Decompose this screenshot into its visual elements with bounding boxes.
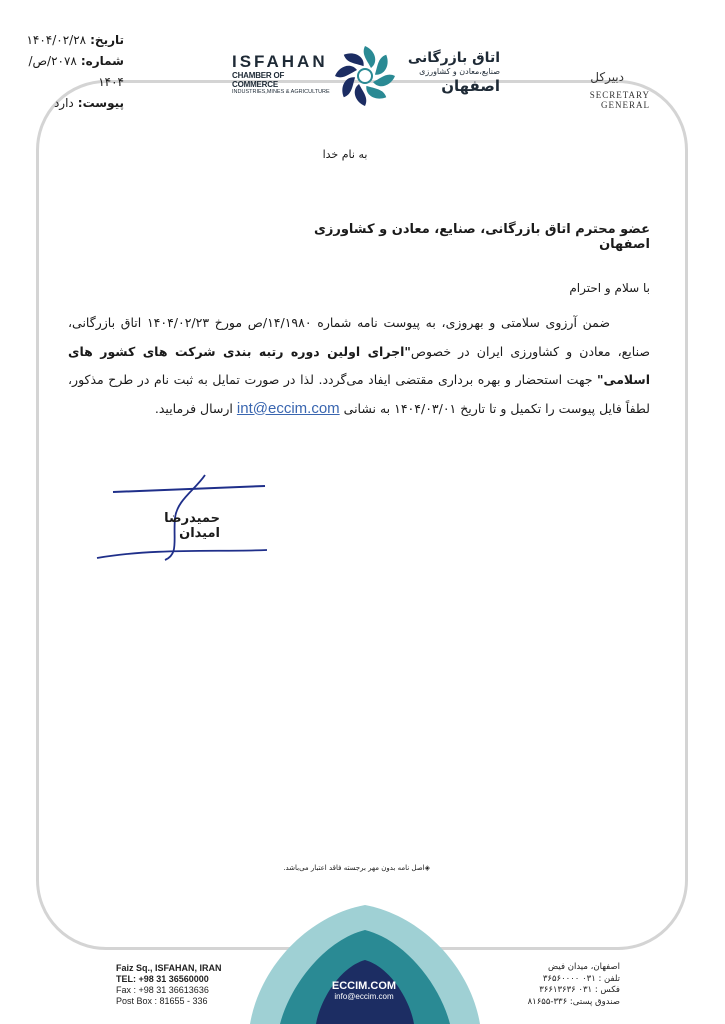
greeting: با سلام و احترام	[569, 281, 650, 295]
program-title: "اجرای اولین دوره رتبه بندی شرکت های کشور های اسلامی"	[68, 343, 650, 387]
footer-contact-persian: اصفهان، میدان فیض تلفن : ۰۳۱ ۳۶۵۶۰۰۰۰ فکس : ۰۳۱ ۳۶۶۱۳۶۳۶ صندوق پستی: ۳۳۶-۸۱۶۵۵	[527, 962, 620, 1007]
attachment-row: پیوست:دارد	[53, 96, 124, 110]
footer-website: ECCIM.COM info@eccim.com	[331, 980, 397, 1001]
diamond-icon: ◈	[424, 864, 430, 872]
date-row: تاریخ:۱۴۰۴/۰۲/۲۸	[26, 33, 124, 47]
logo-persian-text: اتاق بازرگانی صنایع،معادن و کشاورزی اصفهان	[407, 50, 500, 95]
letter-body: ضمن آرزوی سلامتی و بهروزی، به پیوست نامه شماره ۱۴/۱۹۸۰/ص مورخ ۱۴۰۴/۰۲/۲۳ اتاق بازرگانی، صنایع، معادن و کشاورزی ایران در خصوص"اجرای اولین دوره رتبه بندی شرکت های کشور های اسلامی" جهت استحضار و بهره برداری مقتضی ایفاد می‌گردد. لذا در صورت تمایل به ثبت نام در طرح مذکور، لطفاً فایل پیوست را تکمیل و تا تاریخ ۱۴۰۴/۰۳/۰۱ به نشانیint@eccim.comارسال فرمایید.	[68, 315, 650, 417]
footer-contact-english: Faiz Sq., ISFAHAN, IRAN TEL: +98 31 36560000 Fax : +98 31 36613636 Post Box : 81655 - 336	[116, 963, 222, 1006]
logo-english-text: ISFAHAN CHAMBER OF COMMERCE INDUSTRIES,MINES & AGRICULTURE	[232, 52, 330, 95]
validity-note: ◈اصل نامه بدون مهر برجسته فاقد اعتبار می‌باشد.	[283, 864, 430, 872]
chamber-logo-icon	[333, 44, 397, 108]
letter-meta	[14, 30, 124, 114]
number-row: شماره:۲۰۷۸/ص/۱۴۰۴	[28, 54, 124, 89]
signature-name: حمیدرضا امیدان	[164, 511, 220, 541]
secretary-general-heading: دبیرکل SECRETARY GENERAL	[589, 70, 650, 110]
email-link[interactable]: int@eccim.com	[236, 399, 340, 417]
bismillah: به نام خدا	[322, 148, 368, 161]
attachment-value: دارد	[53, 96, 74, 110]
recipient: عضو محترم اتاق بازرگانی، صنایع، معادن و کشاورزی اصفهان	[313, 222, 650, 252]
number-value: ۲۰۷۸/ص/۱۴۰۴	[28, 54, 124, 89]
footer-lotus-icon	[240, 905, 490, 1024]
date-value: ۱۴۰۴/۰۲/۲۸	[26, 33, 87, 47]
